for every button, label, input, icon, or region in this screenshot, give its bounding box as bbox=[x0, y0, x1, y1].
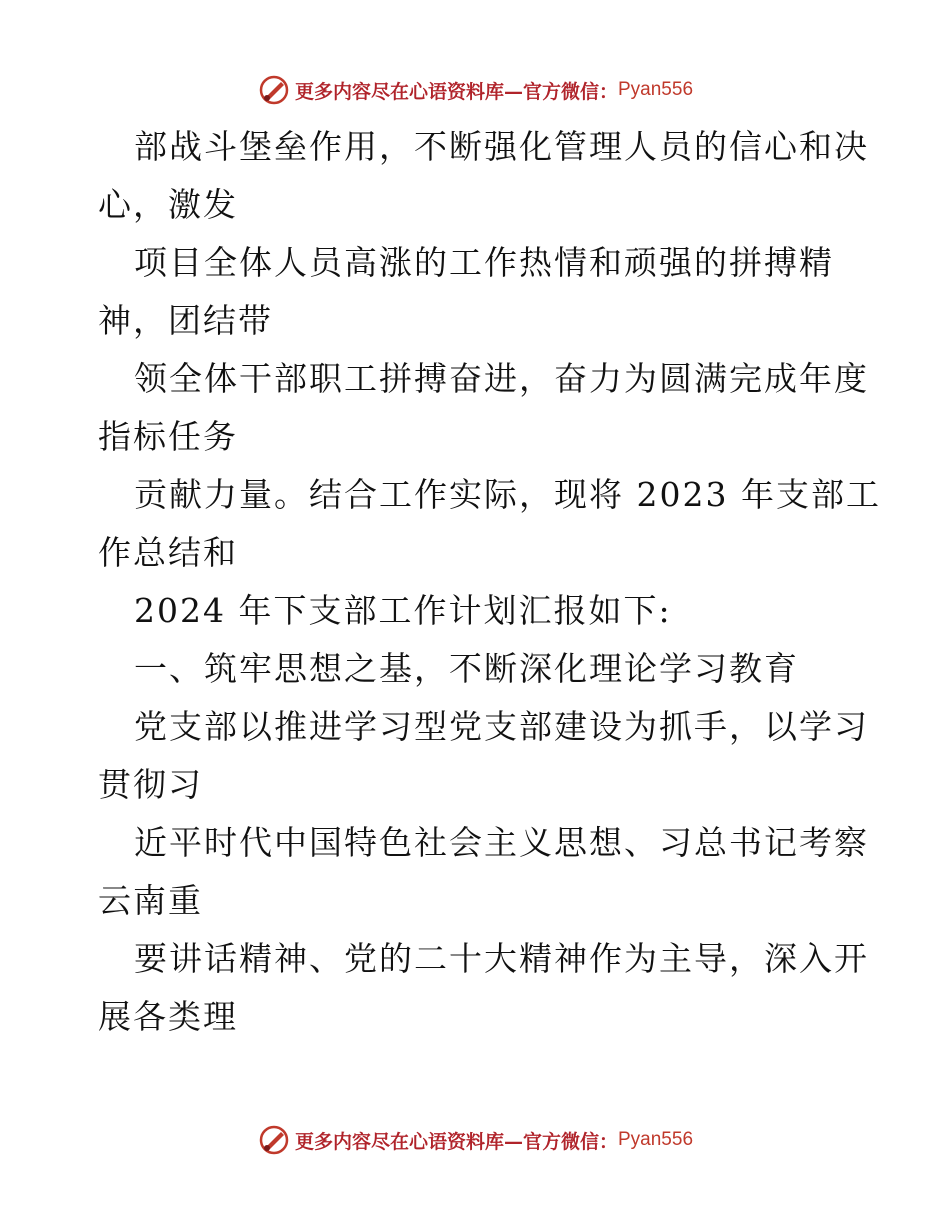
text-line: 2024 年下支部工作计划汇报如下: bbox=[134, 591, 672, 630]
text-line: 近平时代中国特色社会主义思想、习总书记考察 bbox=[134, 823, 869, 862]
text-line: 指标任务 bbox=[98, 417, 238, 456]
text-line: 作总结和 bbox=[98, 533, 238, 572]
text-line: 要讲话精神、党的二十大精神作为主导，深入开 bbox=[134, 939, 869, 978]
banner-contact: Pyan556 bbox=[618, 79, 694, 100]
brush-logo-icon bbox=[257, 1123, 291, 1157]
banner-text: 更多内容尽在心语资料库—官方微信： bbox=[294, 80, 618, 103]
text-line: 党支部以推进学习型党支部建设为抓手，以学习 bbox=[134, 707, 869, 746]
header-banner bbox=[0, 70, 950, 110]
footer-banner bbox=[0, 1120, 950, 1160]
section-heading: 一、筑牢思想之基，不断深化理论学习教育 bbox=[134, 649, 799, 688]
banner-text: 更多内容尽在心语资料库—官方微信： bbox=[294, 1130, 618, 1153]
brush-logo-icon bbox=[257, 73, 291, 107]
text-line: 项目全体人员高涨的工作热情和顽强的拼搏精 bbox=[134, 243, 834, 282]
text-line: 神，团结带 bbox=[98, 301, 273, 340]
text-line: 云南重 bbox=[98, 881, 203, 920]
banner-contact: Pyan556 bbox=[618, 1129, 694, 1150]
document-body bbox=[98, 118, 881, 1046]
text-line: 展各类理 bbox=[98, 997, 238, 1036]
text-line: 贯彻习 bbox=[98, 765, 203, 804]
text-line: 心，激发 bbox=[98, 185, 238, 224]
text-line: 领全体干部职工拼搏奋进，奋力为圆满完成年度 bbox=[134, 359, 869, 398]
text-line: 贡献力量。结合工作实际，现将 2023 年支部工 bbox=[134, 475, 881, 514]
text-line: 部战斗堡垒作用，不断强化管理人员的信心和决 bbox=[134, 127, 869, 166]
